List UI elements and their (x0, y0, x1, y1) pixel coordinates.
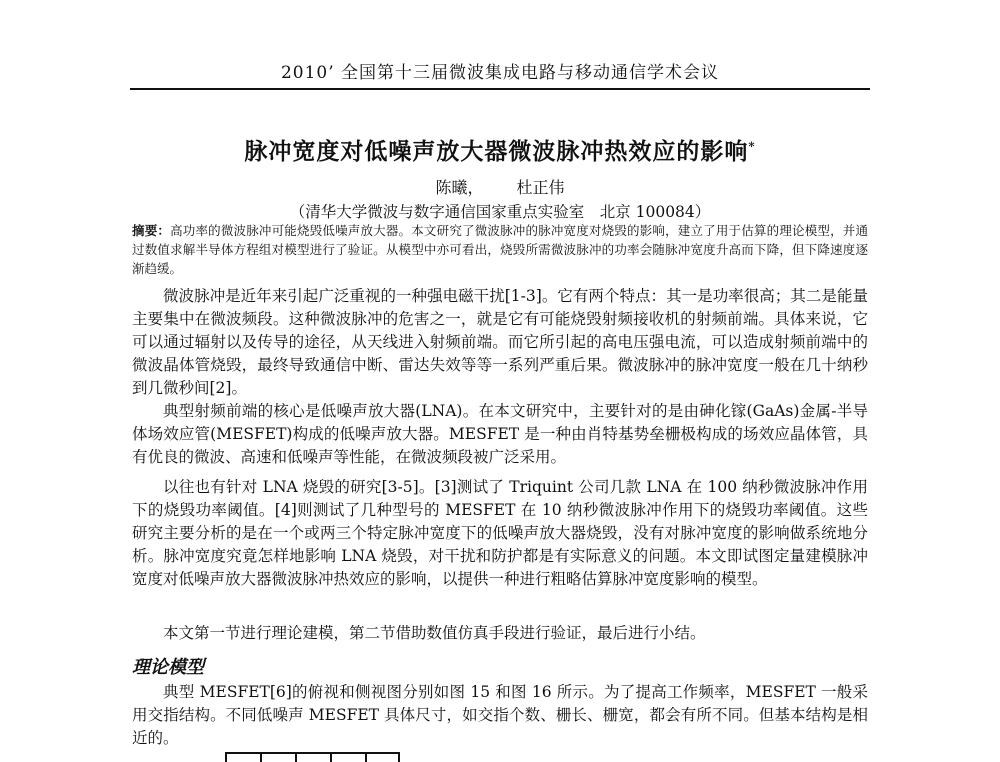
header-rule (130, 88, 870, 90)
abstract-label: 摘要： (132, 223, 171, 238)
figure-gridline (365, 754, 367, 762)
author-list (130, 175, 870, 198)
running-header: 2010’ 全国第十三届微波集成电路与移动通信学术会议 (280, 63, 720, 83)
title-footnote-mark: * (748, 139, 756, 154)
figure-gridline (260, 754, 262, 762)
paragraph-3: 以往也有针对 LNA 烧毁的研究[3-5]。[3]测试了 Triquint 公司几款 LNA 在 100 纳秒微波脉冲作用下的烧毁功率阈值。[4]则测试了几种型号的 MESFET 在 10 纳秒微波脉冲作用下的烧毁功率阈值。这些研究主要分析的是在一个或两三个特定脉冲宽度下的低噪声放大器烧毁，没有对脉冲宽度的影响做系统地分析。脉冲宽度究竟怎样地影响 LNA 烧毁，对干扰和防护都是有实际意义的问题。本文即试图定量建模脉冲宽度对低噪声放大器微波脉冲热效应的影响，以提供一种进行粗略估算脉冲宽度影响的模型。 (132, 478, 868, 588)
figure-gridline (225, 754, 227, 762)
figure-gridline (398, 754, 400, 762)
paragraph-1: 微波脉冲是近年来引起广泛重视的一种强电磁干扰[1-3]。它有两个特点：其一是功率很高；其二是能量主要集中在微波频段。这种微波脉冲的危害之一，就是它有可能烧毁射频接收机的射频前端。具体来说，它可以通过辐射以及传导的途径，从天线进入射频前端。而它所引起的高电压强电流，可以造成射频前端中的微波晶体管烧毁，最终导致通信中断、雷达失效等等一系列严重后果。微波脉冲的脉冲宽度一般在几十纳秒到几微秒间[2]。 (132, 287, 868, 397)
paragraph-2: 典型射频前端的核心是低噪声放大器(LNA)。在本文研究中，主要针对的是由砷化镓(GaAs)金属-半导体场效应管(MESFET)构成的低噪声放大器。MESFET 是一种由肖特基势垒栅极构成的场效应晶体管，具有优良的微波、高速和低噪声等性能，在微波频段被广泛采用。 (132, 402, 868, 466)
figure-gridline (330, 754, 332, 762)
abstract-text: 高功率的微波脉冲可能烧毁低噪声放大器。本文研究了微波脉冲的脉冲宽度对烧毁的影响，建立了用于估算的理论模型，并通过数值求解半导体方程组对模型进行了验证。从模型中亦可看出，烧毁所需微波脉冲的功率会随脉冲宽度升高而下降，但下降速度逐渐趋缓。 (132, 223, 868, 276)
figure-top-edge (225, 752, 400, 762)
paragraph-4: 本文第一节进行理论建模，第二节借助数值仿真手段进行验证，最后进行小结。 (163, 624, 706, 642)
section-paragraph: 典型 MESFET[6]的俯视和侧视图分别如图 15 和图 16 所示。为了提高工作频率，MESFET 一般采用交指结构。不同低噪声 MESFET 具体尺寸，如交指个数、栅长、栅宽，都会有所不同。但基本结构是相近的。 (132, 683, 868, 747)
paper-title (130, 133, 870, 166)
author-1: 陈曦， (435, 178, 484, 197)
figure-gridline (295, 754, 297, 762)
abstract (132, 221, 868, 278)
section-heading: 理论模型 (132, 657, 204, 678)
affiliation: （清华大学微波与数字通信国家重点实验室 北京 100084） (289, 203, 711, 221)
author-2: 杜正伟 (516, 178, 565, 197)
paper-title-text: 脉冲宽度对低噪声放大器微波脉冲热效应的影响 (244, 138, 749, 165)
